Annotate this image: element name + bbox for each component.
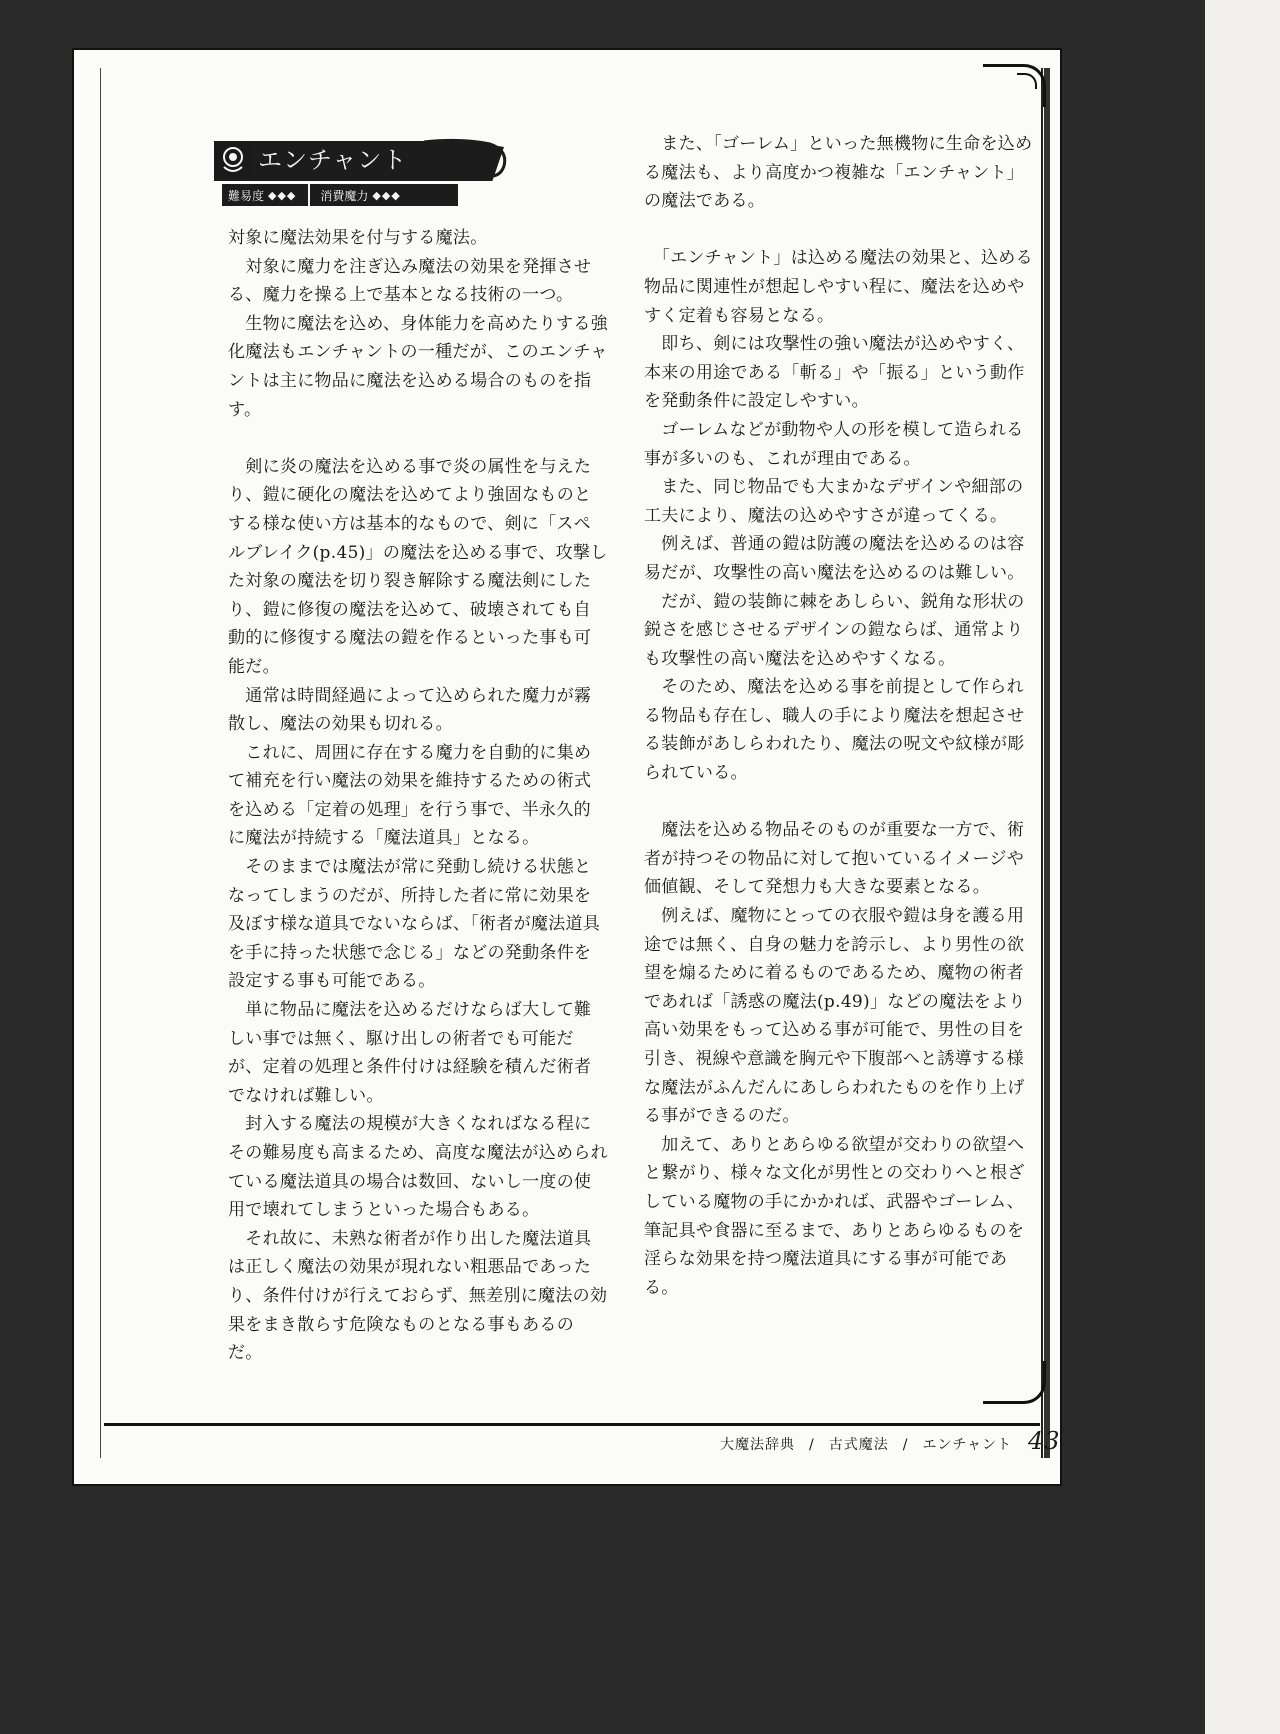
bar-separator <box>308 184 310 206</box>
crest-icon <box>214 141 252 179</box>
footer-book: 大魔法辞典 <box>720 1437 795 1453</box>
paragraph: だが、鎧の装飾に棘をあしらい、鋭角な形状の鋭さを感じさせるデザインの鎧ならば、通常よりも攻撃性の高い魔法を込めやすくなる。 <box>644 591 1025 669</box>
paragraph: 対象に魔力を注ぎ込み魔法の効果を発揮させる、魔力を操る上で基本となる技術の一つ。 <box>228 256 592 306</box>
difficulty-label: 難易度 <box>228 188 265 203</box>
footer-section: 古式魔法 <box>828 1437 889 1453</box>
paragraph: 加えて、ありとあらゆる欲望が交わりの欲望へと繋がり、様々な文化が男性との交わりへと根ざしている魔物の手にかかれば、武器やゴーレム、筆記具や食器に至るまで、ありとあらゆるものを淫らな効果を持つ魔法道具にする事が可能である。 <box>644 1134 1025 1298</box>
right-column <box>644 130 1040 1302</box>
mana-diamonds-icon: ◆◆◆ <box>372 188 401 202</box>
entry-title: エンチャント <box>258 146 408 174</box>
paragraph: 対象に魔法効果を付与する魔法。 <box>228 228 488 248</box>
footer-separator: / <box>809 1437 815 1453</box>
difficulty-diamonds-icon: ◆◆◆ <box>268 188 297 202</box>
paragraph: 例えば、魔物にとっての衣服や鎧は身を護る用途では無く、自身の魅力を誇示し、より男性の欲望を煽るために着るものであるため、魔物の術者であれば「誘惑の魔法(p.49)」などの魔法をより高い効果をもって込める事が可能で、男性の目を引き、視線や意識を胸元や下腹部へと誘導する様な魔法がふんだんにあしらわれたものを作り上げる事ができるのだ。 <box>644 906 1026 1127</box>
page-number: 43 <box>1028 1427 1061 1455</box>
right-margin-strip <box>1205 0 1280 1734</box>
paragraph: 例えば、普通の鎧は防護の魔法を込めるのは容易だが、攻撃性の高い魔法を込めるのは難しい。 <box>644 534 1025 583</box>
paragraph-gap <box>644 788 1040 817</box>
paragraph: 「エンチャント」は込める魔法の効果と、込める物品に関連性が想起しやすい程に、魔法を込めやすく定着も容易となる。 <box>644 248 1033 326</box>
corner-ornament-bottom <box>983 1361 1046 1404</box>
corner-ornament-top <box>983 64 1046 107</box>
paragraph: ゴーレムなどが動物や人の形を模して造られる事が多いのも、これが理由である。 <box>644 419 1024 469</box>
paragraph: 通常は時間経過によって込められた魔力が霧散し、魔法の効果も切れる。 <box>228 685 592 735</box>
page-side-bar <box>1044 68 1050 1458</box>
mana-label: 消費魔力 <box>320 188 369 203</box>
paragraph: 生物に魔法を込め、身体能力を高めたりする強化魔法もエンチャントの一種だが、このエンチャントは主に物品に魔法を込める場合のものを指す。 <box>228 313 608 420</box>
paragraph: そのままでは魔法が常に発動し続ける状態となってしまうのだが、所持した者に常に効果を及ぼす様な道具でないならば、「術者が魔法道具を手に持った状態で念じる」などの発動条件を設定する事も可能である。 <box>228 857 601 992</box>
paragraph: 単に物品に魔法を込めるだけならば大して難しい事では無く、駆け出しの術者でも可能だが、定着の処理と条件付けは経験を積んだ術者でなければ難しい。 <box>228 1000 592 1106</box>
paragraph-gap <box>644 216 1040 245</box>
footer-separator: / <box>902 1437 909 1453</box>
footer-entry: エンチャント <box>922 1437 1013 1453</box>
paragraph: 即ち、剣には攻撃性の強い魔法が込めやすく、本来の用途である「斬る」や「振る」という動作を発動条件に設定しやすい。 <box>644 334 1025 412</box>
paragraph: また、「ゴーレム」といった無機物に生命を込める魔法も、より高度かつ複雑な「エンチャント」の魔法である。 <box>644 134 1033 212</box>
running-footer <box>720 1427 1061 1455</box>
paragraph: それ故に、未熟な術者が作り出した魔法道具は正しく魔法の効果が現れない粗悪品であったり、条件付けが行えておらず、無差別に魔法の効果をまき散らす危険なものとなる事もあるのだ。 <box>228 1228 608 1364</box>
paragraph: 封入する魔法の規模が大きくなればなる程にその難易度も高まるため、高度な魔法が込められている魔法道具の場合は数回、ないし一度の使用で壊れてしまうといった場合もある。 <box>228 1114 608 1221</box>
paragraph: これに、周囲に存在する魔力を自動的に集めて補充を行い魔法の効果を維持するための術式を込める「定着の処理」を行う事で、半永久的に魔法が持続する「魔法道具」となる。 <box>228 742 592 849</box>
paragraph: 剣に炎の魔法を込める事で炎の属性を与えたり、鎧に硬化の魔法を込めてより強固なものとする様な使い方は基本的なもので、剣に「スペルブレイク(p.45)」の魔法を込める事で、攻撃した対象の魔法を切り裂き解除する魔法剣にしたり、鎧に修復の魔法を込めて、破壊されても自動的に修復する魔法の鎧を作るといった事も可能だ。 <box>228 456 608 677</box>
left-column <box>228 224 608 1368</box>
paragraph: そのため、魔法を込める事を前提として作られる物品も存在し、職人の手により魔法を想起させる装飾があしらわれたり、魔法の呪文や紋様が彫られている。 <box>644 677 1025 784</box>
bottom-rule <box>104 1423 1040 1426</box>
paragraph: 魔法を込める物品そのものが重要な一方で、術者が持つその物品に対して抱いているイメージや価値観、そして発想力も大きな要素となる。 <box>644 820 1025 898</box>
title-flourish-icon <box>420 136 512 186</box>
paragraph-gap <box>228 424 608 453</box>
difficulty-bar <box>222 184 458 206</box>
paragraph: また、同じ物品でも大まかなデザインや細部の工夫により、魔法の込めやすさが違ってくる。 <box>644 477 1024 526</box>
